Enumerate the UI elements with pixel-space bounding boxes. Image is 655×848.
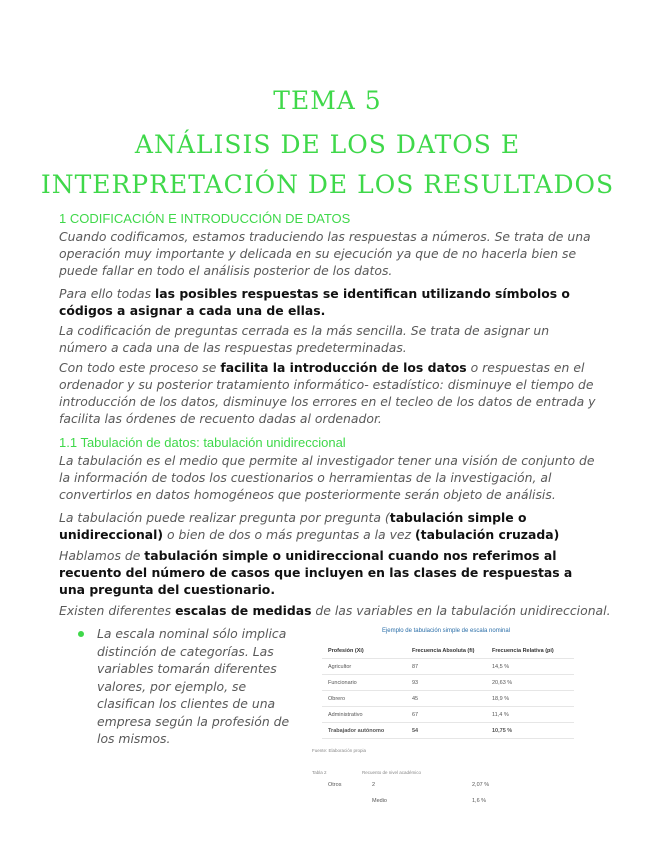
paragraph-escalas-medidas: [59, 602, 619, 619]
table-cell: 45: [412, 696, 419, 702]
table-cell: 2: [372, 782, 376, 788]
table-cell: Administrativo: [328, 712, 363, 718]
paragraph-tabulacion-definicion: La tabulación es el medio que permite al investigador tener una visión de conjunto de la información de todos los cuestionarios o herramientas de la investigación, al convertirlos en datos homogéneos que posteriormente serán objeto de análisis.: [59, 453, 595, 502]
table-cell: 14,5 %: [492, 664, 510, 670]
table-secondary-label: Tabla 2: [312, 770, 327, 775]
table-row: [322, 794, 574, 808]
text-normal: Existen diferentes: [59, 603, 176, 618]
table-header-row: [322, 644, 574, 659]
section-heading-tabulacion: 1.1 Tabulación de datos: tabulación unidireccional: [59, 435, 346, 450]
paragraph-posibles-respuestas: [59, 285, 599, 319]
text-bold: facilita la introducción de los datos: [220, 360, 467, 375]
paragraph-preguntas-cerradas: La codificación de preguntas cerrada es la más sencilla. Se trata de asignar un número a cada una de las respuestas predeterminadas.: [59, 323, 550, 355]
text-normal: o respuestas en el ordenador y su posterior tratamiento informático- estadístico: disminuye el tiempo de introducción de los datos, disminuye los errores en el tecleo de los datos de entrada y facilita las órdenes de recuento dadas al ordenador.: [59, 360, 596, 426]
table-cell: 11,4 %: [492, 712, 509, 718]
text-bold: tabulación simple o unidireccional cuando nos referimos al recuento del número de casos que incluyen en las clases de respuestas a una pregunta del cuestionario.: [59, 548, 573, 597]
table-cell: Funcionario: [328, 680, 357, 686]
table-cell: 93: [412, 680, 419, 686]
table-cell: Obrero: [328, 696, 346, 702]
paragraph-tabulacion-tipos: [59, 509, 599, 543]
table-header-cell: Profesión (Xi): [328, 648, 364, 654]
table-cell: 67: [412, 712, 419, 718]
table-row: [322, 708, 574, 723]
table-header-cell: Frecuencia Absoluta (fi): [412, 648, 475, 654]
table-row: [322, 692, 574, 707]
bullet-dot-icon: [78, 631, 84, 637]
table-cell: 54: [412, 728, 419, 734]
document-title-line-1: ANÁLISIS DE LOS DATOS E: [134, 130, 521, 159]
text-normal: La tabulación puede realizar pregunta por pregunta (: [59, 510, 390, 525]
table-secondary-caption: Recuento de nivel académico: [362, 770, 422, 775]
table-cell: Medio: [372, 798, 387, 804]
text-bold: tabulación simple o unidireccional): [59, 510, 527, 542]
table-row: [322, 724, 574, 739]
table-cell: Trabajador autónomo: [328, 728, 385, 734]
document-title-topic: TEMA 5: [273, 86, 382, 115]
table-row: [322, 676, 574, 691]
table-cell: 18,9 %: [492, 696, 510, 702]
section-heading-codificacion: 1 CODIFICACIÓN E INTRODUCCIÓN DE DATOS: [59, 211, 351, 226]
table-cell: 10,75 %: [492, 728, 513, 734]
table-cell: 1,6 %: [472, 798, 487, 804]
table-image-escala-nominal: [312, 628, 580, 838]
text-bold: escalas de medidas: [175, 603, 312, 618]
paragraph-tabulacion-simple: [59, 547, 599, 598]
table-row: [322, 778, 574, 792]
table-row: [322, 660, 574, 675]
text-bold: (tabulación cruzada): [415, 527, 560, 542]
table-cell: 20,63 %: [492, 680, 513, 686]
table-cell: 87: [412, 664, 419, 670]
text-normal: Para ello todas: [59, 286, 156, 301]
text-bold: las posibles respuestas se identifican utilizando símbolos o códigos a asignar a cada una de ellas.: [59, 286, 570, 318]
document-title-line-2: INTERPRETACIÓN DE LOS RESULTADOS: [40, 170, 615, 199]
table-cell: 2,07 %: [472, 782, 490, 788]
table-source-footer: Fuente: Elaboración propia: [312, 748, 367, 753]
text-normal: Hablamos de: [59, 548, 145, 563]
bullet-escala-nominal: La escala nominal sólo implica distinción de categorías. Las variables tomarán diferentes valores, por ejemplo, se clasifican los clientes de una empresa según la profesión de los mismos.: [97, 626, 290, 746]
text-normal: Con todo este proceso se: [59, 360, 221, 375]
text-normal: de las variables en la tabulación unidireccional.: [311, 603, 611, 618]
table-cell: Agricultor: [328, 664, 352, 670]
paragraph-codificacion-intro: Cuando codificamos, estamos traduciendo las respuestas a números. Se trata de una operación muy importante y delicada en su ejecución ya que de no hacerla bien se puede fallar en todo el análisis posterior de los datos.: [59, 229, 591, 278]
paragraph-introduccion-datos: [59, 359, 599, 427]
table-caption: Ejemplo de tabulación simple de escala nominal: [381, 628, 511, 634]
text-normal: o bien de dos o más preguntas a la vez: [163, 527, 415, 542]
table-header-cell: Frecuencia Relativa (pi): [492, 648, 554, 654]
table-cell: Otros: [328, 782, 342, 788]
